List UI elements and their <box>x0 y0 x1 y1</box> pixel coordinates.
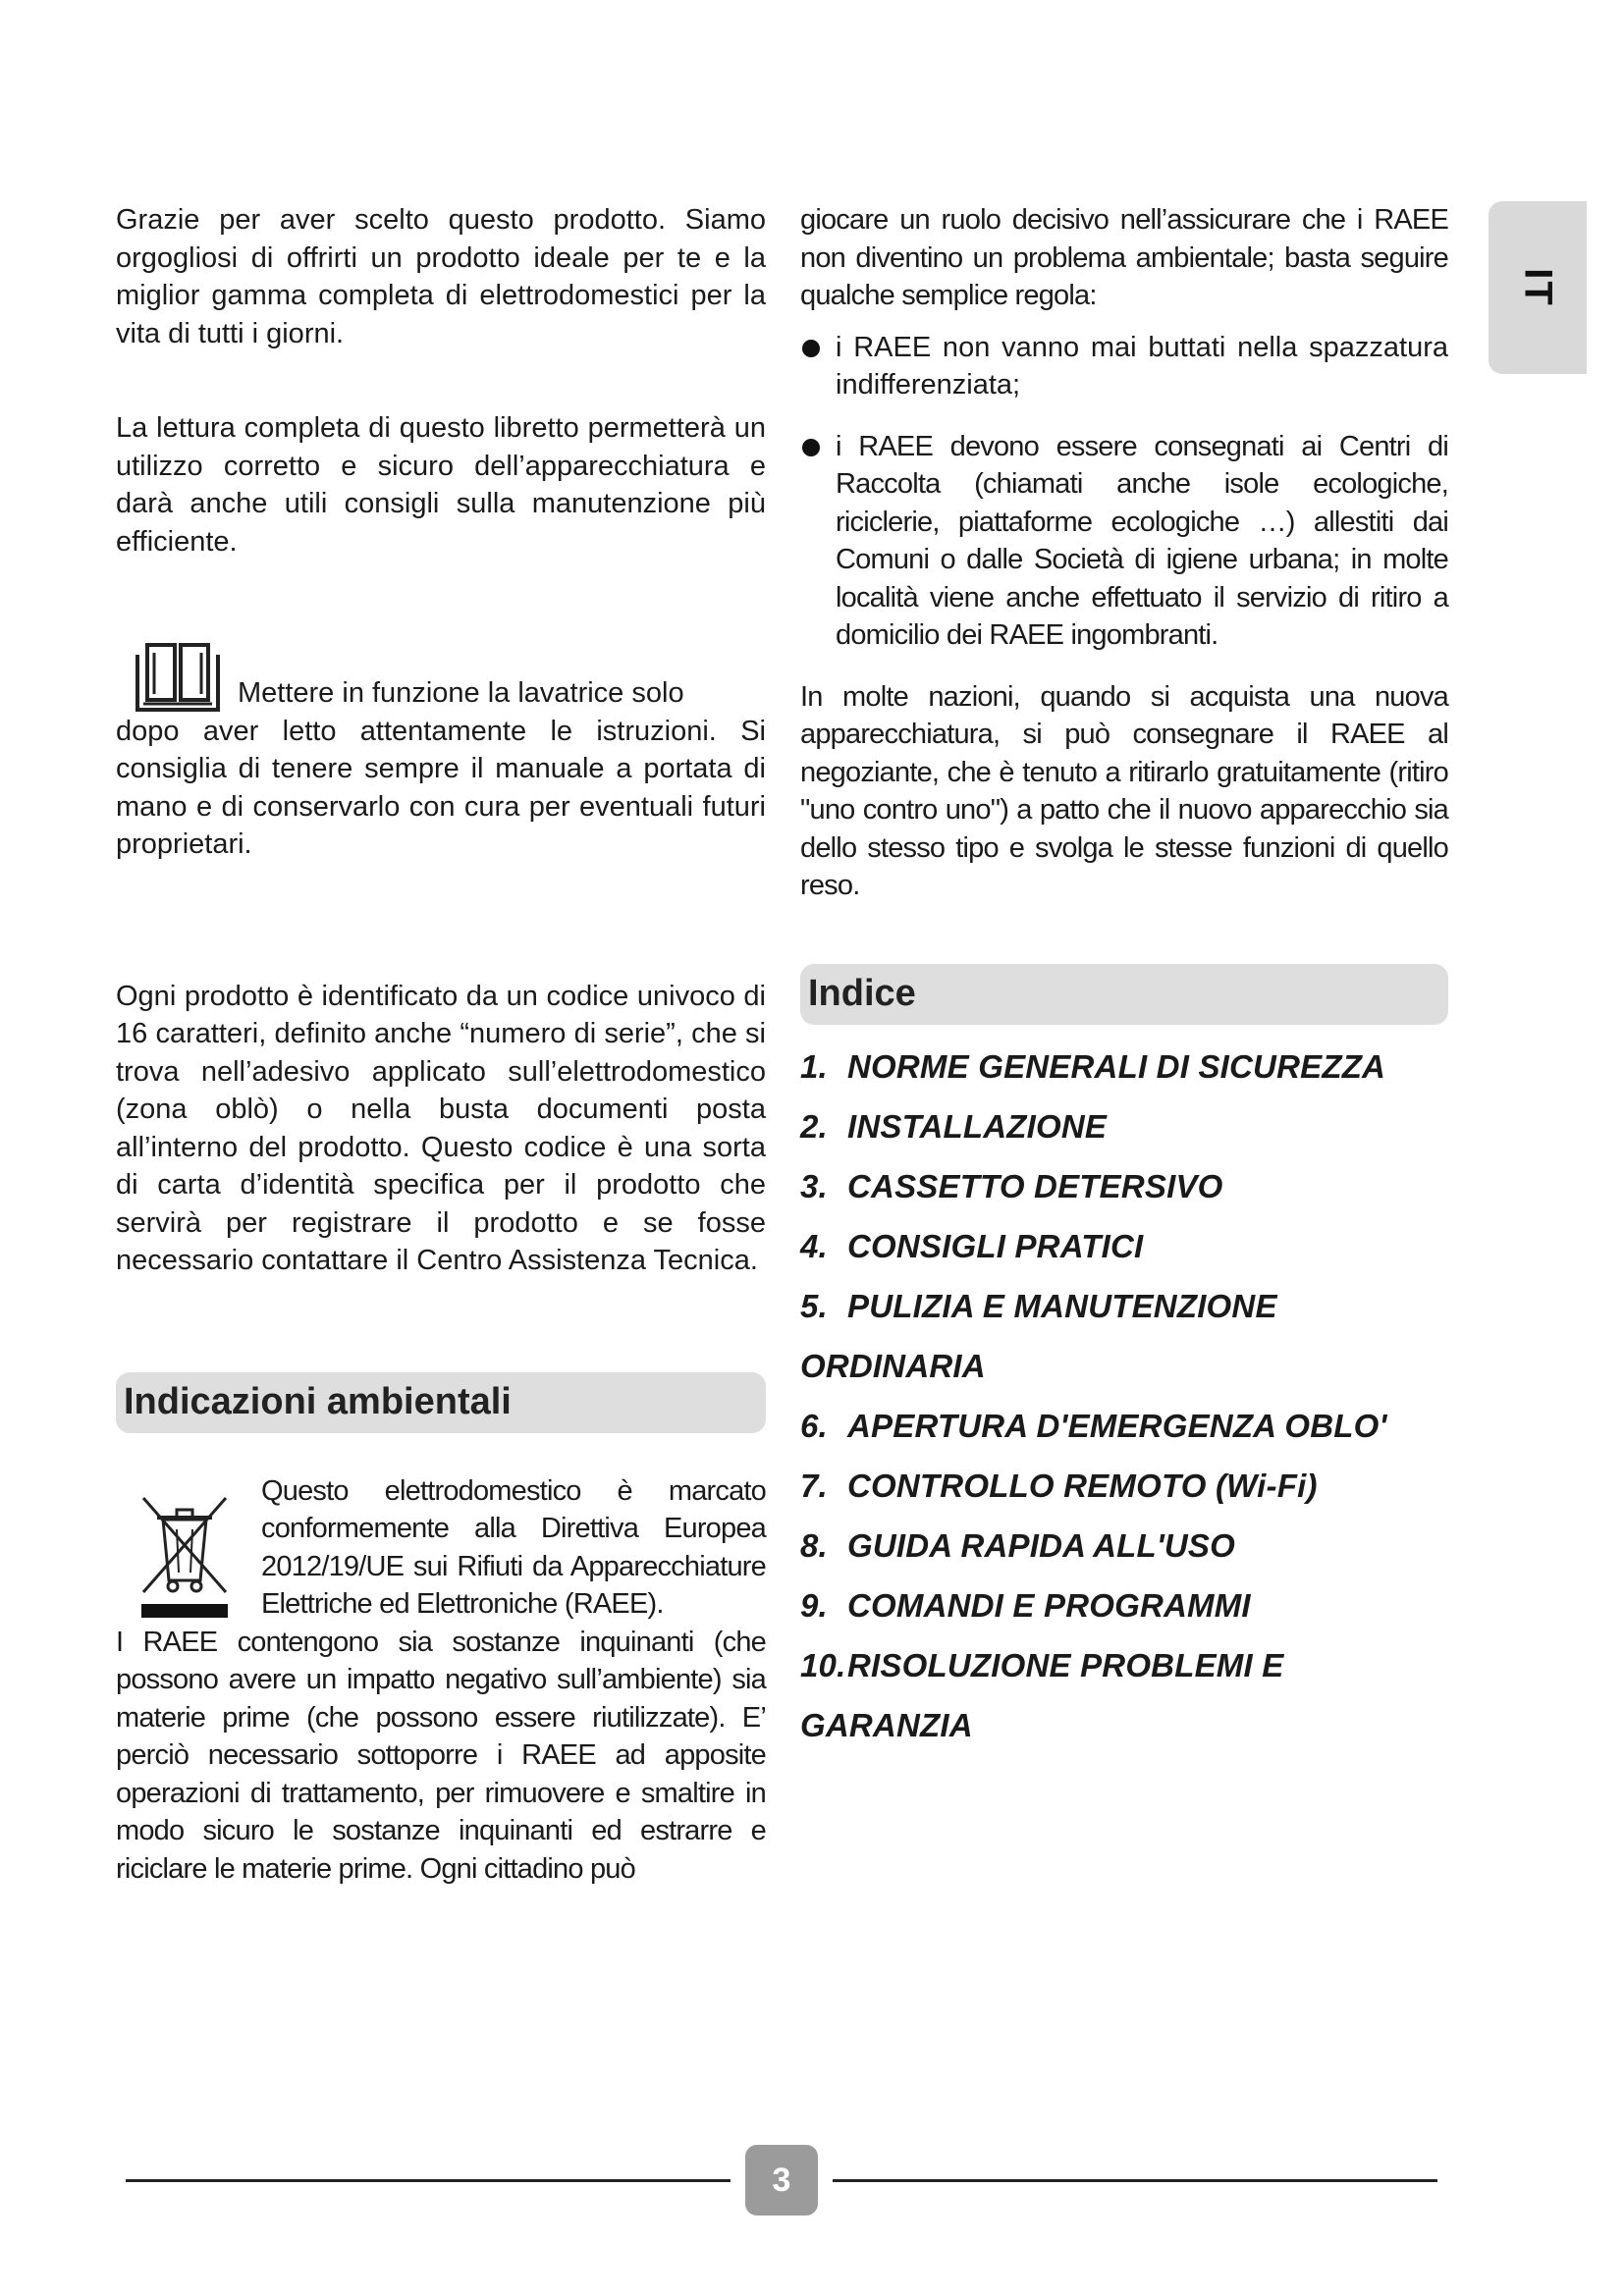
raee-paragraph: I RAEE contengono sia sostanze inquinanti (che possono avere un impatto negativo sull’ambiente) sia materie prime (che possono essere riutilizzate). E’ perciò necessario sottoporre i RAEE ad apposite operazioni di trattamento, per rimuovere e smaltire in modo sicuro le sostanze inquinanti ed estrarre e riciclare le materie prime. Ogni cittadino può <box>116 1626 766 1885</box>
environment-section-header <box>116 1372 766 1433</box>
table-of-contents <box>800 1037 1448 1755</box>
one-for-one-paragraph: In molte nazioni, quando si acquista una nuova apparecchiatura, si può consegnare il RAEE al negoziante, che è tenuto a ritirarlo gratuitamente (ritiro "uno contro uno") a patto che il nuovo apparecchio sia dello stesso tipo e svolga le stesse funzioni di quello reso. <box>800 680 1448 901</box>
weee-directive-text: Questo elettrodomestico è marcato conformemente alla Direttiva Europea 2012/19/UE sui Rifiuti da Apparecchiature Elettriche ed Elettroniche (RAEE). <box>261 1474 766 1620</box>
weee-bin-icon <box>135 1490 234 1620</box>
environment-heading: Indicazioni ambientali <box>124 1381 512 1422</box>
intro-paragraph: Grazie per aver scelto questo prodotto. Siamo orgogliosi di offrirti un prodotto ideale per te e la miglior gamma completa di elettrodomestici per la vita di tutti i giorni. <box>116 204 766 349</box>
toc-item[interactable]: 6. APERTURA D'EMERGENZA OBLO' <box>800 1407 1387 1444</box>
toc-item[interactable]: 8. GUIDA RAPIDA ALL'USO <box>800 1526 1236 1564</box>
toc-item[interactable]: 2. INSTALLAZIONE <box>800 1107 1108 1145</box>
manual-notice-lead: Mettere in funzione la lavatrice solo <box>238 677 684 709</box>
index-section-header <box>800 964 1448 1025</box>
language-tab <box>1489 201 1587 374</box>
index-heading: Indice <box>808 973 916 1014</box>
toc-item[interactable]: 1. NORME GENERALI DI SICUREZZA <box>800 1047 1386 1085</box>
left-column <box>116 201 766 1888</box>
footer-rule-right <box>833 2179 1437 2182</box>
weee-notice <box>116 1472 766 1624</box>
language-tab-label: IT <box>1516 268 1560 307</box>
manual-reading-paragraph: La lettura completa di questo libretto permetterà un utilizzo corretto e sicuro dell’apparecchiatura e darà anche utili consigli sulla manutenzione più efficiente. <box>116 412 766 558</box>
list-item: i RAEE devono essere consegnati ai Centri di Raccolta (chiamati anche isole ecologiche, riciclerie, piattaforme ecologiche …) allestiti dai Comuni o dalle Società di igiene urbana; in molte località viene anche effettuato il servizio di ritiro a domicilio dei RAEE ingombranti. <box>800 428 1448 655</box>
raee-rules-list <box>800 329 1448 655</box>
page-number: 3 <box>745 2145 818 2216</box>
toc-item[interactable]: 5. PULIZIA E MANUTENZIONE ORDINARIA <box>800 1287 1277 1384</box>
footer-rule-left <box>126 2179 731 2182</box>
raee-continued-paragraph: giocare un ruolo decisivo nell’assicurare che i RAEE non diventino un problema ambientale; basta seguire qualche semplice regola: <box>800 204 1448 311</box>
toc-item[interactable]: 4. CONSIGLI PRATICI <box>800 1227 1144 1264</box>
bullet-dot-icon <box>802 340 820 357</box>
manual-notice-rest: dopo aver letto attentamente le istruzioni. Si consiglia di tenere sempre il manuale a portata di mano e di conservarlo con cura per eventuali futuri proprietari. <box>116 715 766 860</box>
bullet-dot-icon <box>802 439 820 456</box>
toc-item[interactable]: 7. CONTROLLO REMOTO (Wi-Fi) <box>800 1467 1318 1504</box>
toc-item[interactable]: 3. CASSETTO DETERSIVO <box>800 1167 1223 1204</box>
toc-item[interactable]: 9. COMANDI E PROGRAMMI <box>800 1586 1251 1624</box>
serial-number-paragraph: Ogni prodotto è identificato da un codice univoco di 16 caratteri, definito anche “numero di serie”, che si trova nell’adesivo applicato sull’elettrodomestico (zona oblò) o nella busta documenti posta all’interno del prodotto. Questo codice è una sorta di carta d’identità specifica per il prodotto che servirà per registrare il prodotto e se fosse necessario contattare il Centro Assistenza Tecnica. <box>116 980 766 1276</box>
right-column <box>800 201 1448 1755</box>
manual-notice <box>116 674 766 864</box>
list-item: i RAEE non vanno mai buttati nella spazzatura indifferenziata; <box>800 329 1448 404</box>
toc-item[interactable]: 10.RISOLUZIONE PROBLEMI E GARANZIA <box>800 1646 1284 1743</box>
book-icon <box>134 643 222 716</box>
